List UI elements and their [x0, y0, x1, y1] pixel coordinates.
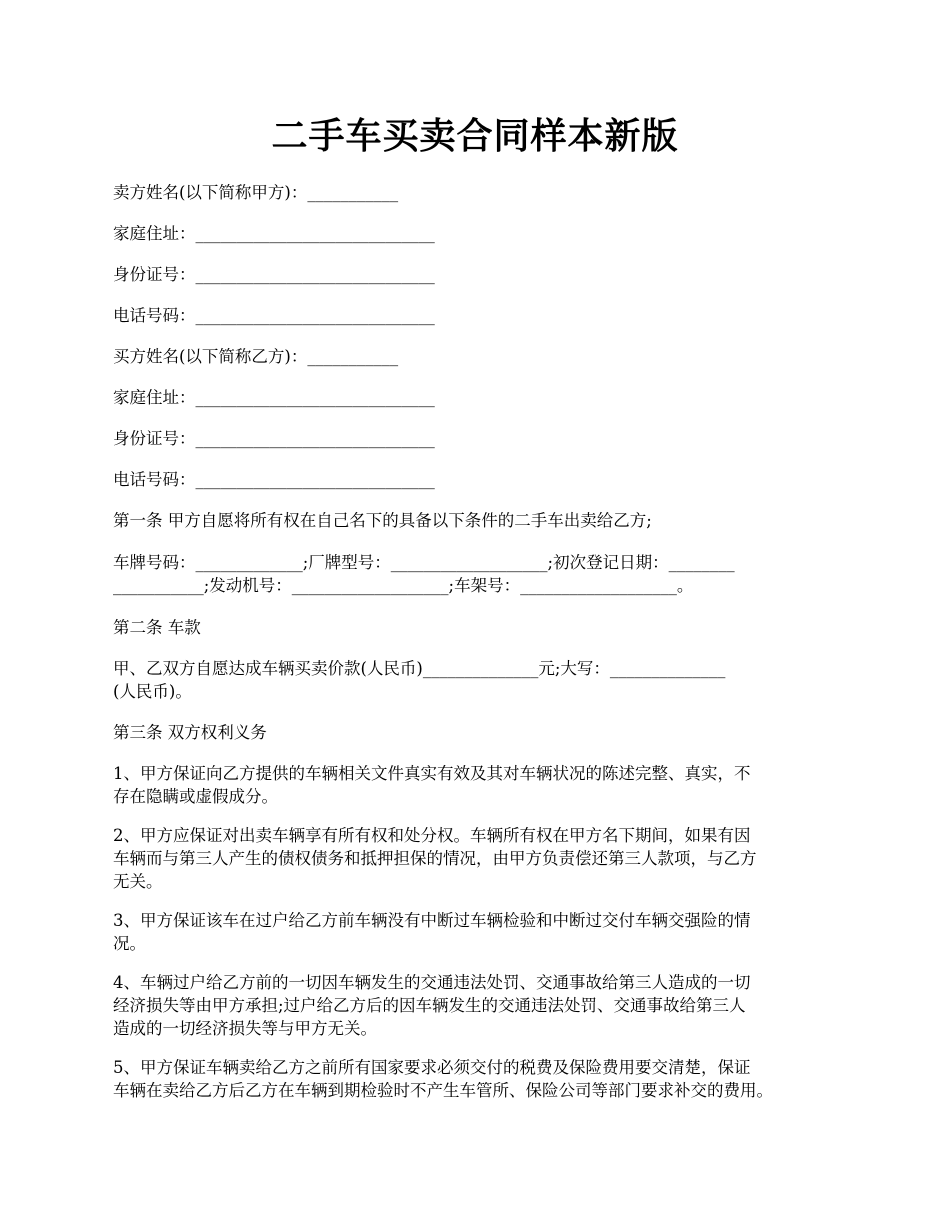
seller-id-field: 身份证号：_____________________________ [113, 265, 435, 284]
price-line-1: 甲、乙双方自愿达成车辆买卖价款(人民币)______________元;大写：______________ [113, 659, 726, 678]
document-title: 二手车买卖合同样本新版 [271, 115, 679, 157]
buyer-address-field: 家庭住址：_____________________________ [113, 388, 435, 407]
clause2-line-3: 无关。 [113, 872, 163, 891]
seller-address-field: 家庭住址：_____________________________ [113, 224, 435, 243]
article2-heading: 第二条 车款 [113, 618, 201, 637]
clause5-line-2: 车辆在卖给乙方后乙方在车辆到期检验时不产生车管所、保险公司等部门要求补交的费用。 [113, 1081, 773, 1100]
clause4-line-1: 4、车辆过户给乙方前的一切因车辆发生的交通违法处罚、交通事故给第三人造成的一切 [113, 973, 751, 992]
clause5-line-1: 5、甲方保证车辆卖给乙方之前所有国家要求必须交付的税费及保险费用要交清楚，保证 [113, 1058, 751, 1077]
clause4-line-2: 经济损失等由甲方承担;过户给乙方后的因车辆发生的交通违法处罚、交通事故给第三人 [113, 996, 746, 1015]
vehicle-info-line-2: ___________;发动机号：___________________;车架号：___________________。 [113, 576, 694, 595]
price-line-2: (人民币)。 [113, 682, 192, 701]
article1-heading: 第一条 甲方自愿将所有权在自己名下的具备以下条件的二手车出卖给乙方; [113, 511, 652, 530]
seller-phone-field: 电话号码：_____________________________ [113, 306, 435, 325]
clause2-line-1: 2、甲方应保证对出卖车辆享有所有权和处分权。车辆所有权在甲方名下期间，如果有因 [113, 826, 751, 845]
buyer-phone-field: 电话号码：_____________________________ [113, 470, 435, 489]
clause2-line-2: 车辆而与第三人产生的债权债务和抵押担保的情况，由甲方负责偿还第三人款项，与乙方 [113, 849, 757, 868]
seller-name-field: 卖方姓名(以下简称甲方)：___________ [113, 183, 399, 202]
buyer-name-field: 买方姓名(以下简称乙方)：___________ [113, 347, 399, 366]
vehicle-info-line-1: 车牌号码：_____________;厂牌型号：___________________;初次登记日期：________ [113, 553, 735, 572]
clause4-line-3: 造成的一切经济损失等与甲方无关。 [113, 1019, 377, 1038]
clause1-line-1: 1、甲方保证向乙方提供的车辆相关文件真实有效及其对车辆状况的陈述完整、真实，不 [113, 764, 751, 783]
buyer-id-field: 身份证号：_____________________________ [113, 429, 435, 448]
clause3-line-1: 3、甲方保证该车在过户给乙方前车辆没有中断过车辆检验和中断过交付车辆交强险的情 [113, 911, 751, 930]
article3-heading: 第三条 双方权利义务 [113, 723, 267, 742]
clause3-line-2: 况。 [113, 934, 146, 953]
clause1-line-2: 存在隐瞒或虚假成分。 [113, 787, 278, 806]
